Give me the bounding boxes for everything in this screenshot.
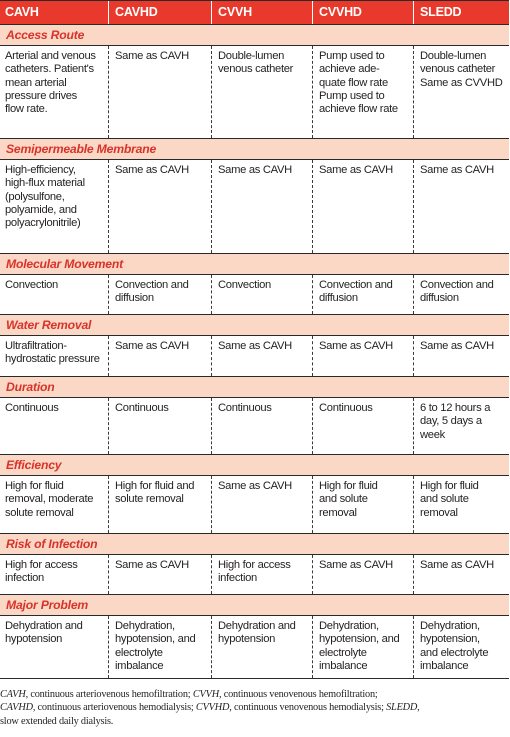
table-cell bbox=[312, 398, 413, 454]
cell-line: Same as CAVH bbox=[115, 340, 189, 352]
header-cell: CAVH bbox=[5, 5, 39, 19]
section-title: Molecular Movement bbox=[6, 257, 123, 271]
footnote-def: , continuous arteriovenous hemofiltration; bbox=[25, 689, 193, 700]
section-title: Duration bbox=[6, 380, 55, 394]
cell-line: quate flow rate bbox=[319, 76, 388, 89]
table-cell bbox=[108, 46, 211, 138]
cell-line: Same as CAVH bbox=[115, 50, 189, 62]
cell-line: removal, moderate bbox=[5, 493, 94, 506]
cell-line: solute removal bbox=[5, 506, 74, 519]
table-row bbox=[0, 275, 509, 314]
cell-line: hypotension, and bbox=[319, 633, 400, 646]
table-cell bbox=[0, 398, 108, 454]
cell-line: Dehydration and bbox=[5, 620, 83, 632]
header-cell: CVVH bbox=[211, 1, 312, 24]
table-cell bbox=[211, 398, 312, 454]
table-cell bbox=[413, 275, 509, 314]
cell-line: electrolyte bbox=[115, 646, 163, 659]
cell-line: Dehydration, bbox=[420, 620, 480, 632]
table-cell bbox=[413, 476, 509, 533]
footnote-def: , continuous venovenous hemofiltration; bbox=[218, 689, 378, 700]
footnote-line bbox=[0, 688, 510, 701]
table-cell bbox=[0, 336, 108, 376]
cell-line: Continuous bbox=[115, 402, 169, 414]
table-cell bbox=[0, 476, 108, 533]
cell-line: Dehydration, bbox=[319, 620, 379, 632]
table-row bbox=[0, 616, 509, 678]
table-cell bbox=[108, 160, 211, 253]
cell-line: 6 to 12 hours a bbox=[420, 402, 491, 414]
cell-line: removal bbox=[319, 506, 357, 519]
table-row bbox=[0, 555, 509, 594]
cell-line: and solute bbox=[420, 493, 469, 506]
table-cell bbox=[211, 46, 312, 138]
cell-line: pressure drives bbox=[5, 89, 77, 102]
table-row bbox=[0, 336, 509, 376]
cell-line: High-efficiency, bbox=[5, 164, 76, 176]
cell-line: Ultrafiltration- bbox=[5, 340, 67, 352]
cell-line: hypotension bbox=[5, 633, 63, 646]
cell-line: Same as CAVH bbox=[420, 164, 494, 176]
cell-line: hypotension bbox=[218, 633, 276, 646]
cell-line: venous catheter bbox=[218, 63, 294, 76]
cell-line: Same as CAVH bbox=[218, 164, 292, 176]
table-cell bbox=[413, 336, 509, 376]
footnote-abbr: CVVH bbox=[192, 689, 219, 700]
table-row bbox=[0, 160, 509, 253]
table-cell bbox=[108, 398, 211, 454]
cell-line: Same as CAVH bbox=[218, 480, 292, 492]
cell-line: Continuous bbox=[5, 402, 59, 414]
cell-line: Double-lumen bbox=[420, 50, 487, 62]
cell-line: week bbox=[420, 428, 445, 441]
cell-line: Convection and bbox=[319, 279, 393, 291]
cell-line: infection bbox=[5, 572, 44, 585]
cell-line: Dehydration and bbox=[218, 620, 296, 632]
table-cell bbox=[312, 616, 413, 678]
cell-line: Pump used to bbox=[319, 50, 385, 62]
header-cell: SLEDD bbox=[413, 1, 509, 24]
cell-line: Same as CAVH bbox=[319, 164, 393, 176]
table-row bbox=[0, 46, 509, 138]
table-cell bbox=[0, 275, 108, 314]
section-title: Efficiency bbox=[6, 458, 62, 472]
table-cell bbox=[108, 336, 211, 376]
table-cell bbox=[0, 160, 108, 253]
cell-line: imbalance bbox=[115, 659, 164, 672]
cell-line: Arterial and venous bbox=[5, 50, 96, 62]
cell-line: polyacrylonitrile) bbox=[5, 217, 81, 230]
section-title: Water Removal bbox=[6, 318, 92, 332]
table-cell bbox=[0, 616, 108, 678]
table-body bbox=[0, 25, 509, 678]
table-cell bbox=[413, 398, 509, 454]
table-cell bbox=[413, 160, 509, 253]
cell-line: diffusion bbox=[115, 292, 154, 305]
section-header-row bbox=[0, 376, 509, 398]
cell-line: polyamide, and bbox=[5, 203, 77, 216]
section-header-row bbox=[0, 533, 509, 555]
table-row bbox=[0, 398, 509, 454]
table-cell bbox=[0, 46, 108, 138]
footnote-line bbox=[0, 701, 510, 714]
footnote-def: , continuous venovenous hemodialysis; bbox=[229, 702, 387, 714]
table-header-row bbox=[0, 1, 509, 25]
cell-line: imbalance bbox=[319, 659, 368, 672]
cell-line: solute removal bbox=[115, 493, 184, 506]
footnote-def: , continuous arteriovenous hemodialysis; bbox=[32, 702, 196, 714]
cell-line: diffusion bbox=[319, 292, 358, 305]
section-header-row bbox=[0, 25, 509, 46]
table-cell bbox=[413, 616, 509, 678]
cell-line: high-flux material bbox=[5, 177, 85, 190]
cell-line: venous catheter bbox=[420, 63, 496, 76]
cell-line: achieve ade- bbox=[319, 63, 380, 76]
cell-line: achieve flow rate bbox=[319, 103, 398, 116]
section-title: Access Route bbox=[6, 28, 85, 42]
cell-line: removal bbox=[420, 506, 458, 519]
table-cell bbox=[108, 275, 211, 314]
table-cell bbox=[211, 555, 312, 594]
cell-line: Convection bbox=[218, 279, 271, 291]
header-cell: CAVHD bbox=[108, 1, 211, 24]
cell-line: Same as CAVH bbox=[420, 559, 494, 571]
cell-line: Convection bbox=[5, 279, 58, 291]
cell-line: Same as CVVHD bbox=[420, 76, 503, 89]
cell-line: Continuous bbox=[319, 402, 373, 414]
cell-line: High for fluid and bbox=[115, 480, 195, 492]
footnote-line bbox=[0, 715, 510, 728]
table-cell bbox=[312, 336, 413, 376]
cell-line: High for fluid bbox=[420, 480, 479, 492]
table-cell bbox=[211, 616, 312, 678]
cell-line: diffusion bbox=[420, 292, 459, 305]
cell-line: Dehydration, bbox=[115, 620, 175, 632]
cell-line: Same as CAVH bbox=[115, 164, 189, 176]
table-cell bbox=[312, 46, 413, 138]
cell-line: Same as CAVH bbox=[218, 340, 292, 352]
table-cell bbox=[211, 160, 312, 253]
cell-line: hypotension, and bbox=[115, 633, 196, 646]
footnote-def: slow extended daily dialysis. bbox=[0, 715, 114, 727]
cell-line: Convection and bbox=[420, 279, 494, 291]
cell-line: mean arterial bbox=[5, 76, 67, 89]
cell-line: Double-lumen bbox=[218, 50, 285, 62]
table-cell bbox=[108, 476, 211, 533]
cell-line: Pump used to bbox=[319, 89, 385, 102]
cell-line: catheters. Patient's bbox=[5, 63, 94, 76]
cell-line: flow rate. bbox=[5, 103, 48, 116]
cell-line: infection bbox=[218, 572, 257, 585]
cell-line: Same as CAVH bbox=[319, 559, 393, 571]
table-cell bbox=[312, 555, 413, 594]
cell-line: Continuous bbox=[218, 402, 272, 414]
cell-line: and solute bbox=[319, 493, 368, 506]
section-header-row bbox=[0, 253, 509, 275]
section-title: Semipermeable Membrane bbox=[6, 142, 157, 156]
cell-line: High for access bbox=[5, 559, 78, 571]
footnote-def: , bbox=[417, 702, 420, 714]
cell-line: imbalance bbox=[420, 659, 469, 672]
table-cell bbox=[312, 275, 413, 314]
cell-line: High for fluid bbox=[319, 480, 378, 492]
section-header-row bbox=[0, 314, 509, 336]
cell-line: Convection and bbox=[115, 279, 189, 291]
section-header-row bbox=[0, 138, 509, 160]
cell-line: day, 5 days a bbox=[420, 415, 482, 428]
table-cell bbox=[413, 46, 509, 138]
table-cell bbox=[211, 476, 312, 533]
cell-line: Same as CAVH bbox=[420, 340, 494, 352]
footnote-abbr: CVVHD bbox=[195, 702, 230, 714]
cell-line: hydrostatic pressure bbox=[5, 353, 100, 366]
footnote-abbr: CAVHD bbox=[0, 702, 33, 714]
footnote-abbr: SLEDD bbox=[386, 702, 418, 714]
table-cell bbox=[0, 555, 108, 594]
table-cell bbox=[108, 616, 211, 678]
table-cell bbox=[312, 160, 413, 253]
table-cell bbox=[211, 336, 312, 376]
section-title: Major Problem bbox=[6, 598, 89, 612]
table-row bbox=[0, 476, 509, 533]
cell-line: High for access bbox=[218, 559, 291, 571]
section-title: Risk of Infection bbox=[6, 537, 98, 551]
cell-line: and electrolyte bbox=[420, 646, 489, 659]
footnote-abbr: CAVH bbox=[0, 689, 26, 700]
cell-line: electrolyte bbox=[319, 646, 367, 659]
cell-line: hypotension, bbox=[420, 633, 480, 646]
cell-line: (polysulfone, bbox=[5, 190, 65, 203]
section-header-row bbox=[0, 594, 509, 616]
cell-line: High for fluid bbox=[5, 480, 64, 492]
table-cell bbox=[413, 555, 509, 594]
cell-line: Same as CAVH bbox=[319, 340, 393, 352]
section-header-row bbox=[0, 454, 509, 476]
cell-line: Same as CAVH bbox=[115, 559, 189, 571]
header-cell: CVVHD bbox=[312, 1, 413, 24]
table-cell bbox=[108, 555, 211, 594]
table-footnote bbox=[0, 688, 510, 728]
table-cell bbox=[312, 476, 413, 533]
table-cell bbox=[211, 275, 312, 314]
